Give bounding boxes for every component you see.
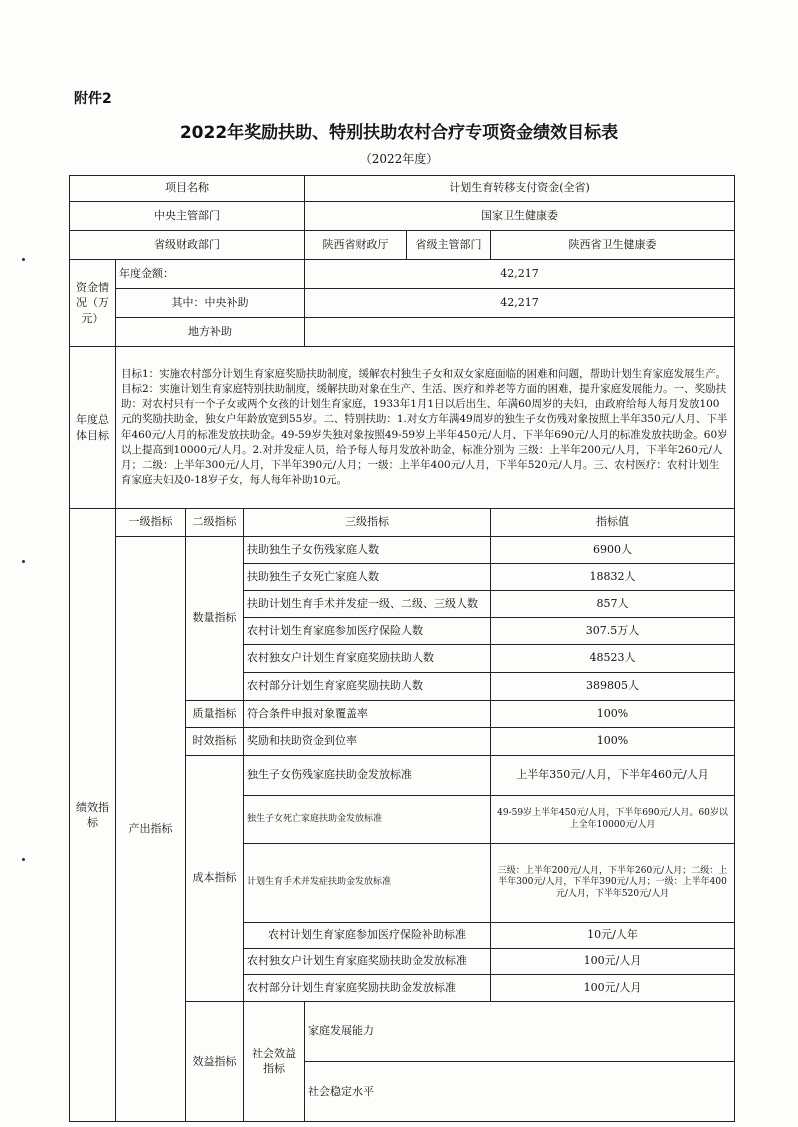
indicator-name: 扶助计划生育手术并发症一级、二级、三级人数 [244, 591, 491, 618]
value-header: 指标值 [491, 509, 735, 537]
indicator-value: 10元/人年 [491, 923, 735, 949]
annual-goal-text: 目标1：实施农村部分计划生育家庭奖励扶助制度，缓解农村独生子女和双女家庭面临的困难和问题，帮助计划生育家庭发展生产。目标2：实施计划生育家庭特别扶助制度，缓解扶助对象在生产、生活、医疗和养老等方面的困难，提升家庭发展能力。一、奖励扶助：对农村只有一个子女或两个女孩的计划生育家庭，1933年1月1日以后出生、年满60周岁的夫妇，由政府给每人每月发放100元的奖励扶助金，独女户年龄放宽到55岁。二、特别扶助：1.对女方年满49周岁的独生子女伤残对象按照上半年350元/人月、下半年460元/人月的标准发放扶助金。49-59岁失独对象按照49-59岁上半年450元/人月、下半年690元/人月的标准发放扶助金。60岁以上提高到10000元/人月。2.对并发症人员，给予每人每月发放补助金，标准分别为 三级：上半年200元/人月，下半年260元/人月；二级：上半年300元/人月，下半年390元/人月；一级：上半年400元/人月，下半年520元/人月。三、农村医疗：农村计划生育家庭夫妇及0-18岁子女，每人每年补助10元。 [116, 347, 735, 509]
timeliness-indicator-label: 时效指标 [186, 728, 244, 756]
scan-dot [22, 560, 25, 563]
quantity-indicator-label: 数量指标 [186, 537, 244, 701]
indicator-value: 18832人 [491, 564, 735, 591]
central-dept-value: 国家卫生健康委 [305, 202, 735, 231]
prov-finance-value: 陕西省财政厅 [305, 231, 407, 260]
indicator-name: 奖励和扶助资金到位率 [244, 728, 491, 756]
indicator-name: 农村独女户计划生育家庭奖励扶助人数 [244, 645, 491, 673]
indicator-value: 49-59岁上半年450元/人月，下半年690元/人月。60岁以上全年10000元/人月 [491, 796, 735, 844]
funds-central-row [70, 289, 735, 318]
annual-goal-row [70, 347, 735, 509]
page-title: 2022年奖励扶助、特别扶助农村合疗专项资金绩效目标表 [179, 123, 619, 143]
benefit-indicator-label: 效益指标 [186, 1002, 244, 1122]
annual-goal-label: 年度总体目标 [70, 347, 116, 509]
indicator-name: 农村独女户计划生育家庭奖励扶助金发放标准 [244, 949, 491, 975]
funds-local-row [70, 318, 735, 347]
indicator-value: 48523人 [491, 645, 735, 673]
indicator-name: 扶助独生子女死亡家庭人数 [244, 564, 491, 591]
indicator-name: 家庭发展能力 [305, 1002, 735, 1062]
indicator-name: 符合条件申报对象覆盖率 [244, 701, 491, 728]
project-row [70, 176, 735, 202]
table-row [70, 537, 735, 564]
performance-table [69, 175, 735, 1122]
indicator-name: 独生子女死亡家庭扶助金发放标准 [244, 796, 491, 844]
attachment-label: 附件2 [74, 91, 112, 107]
indicator-value: 100% [491, 728, 735, 756]
page-subtitle: （2022年度） [359, 152, 439, 166]
funds-annual-row [70, 260, 735, 289]
indicator-name: 计划生育手术并发症扶助金发放标准 [244, 844, 491, 923]
central-subsidy-label: 其中：中央补助 [116, 289, 305, 318]
indicator-value: 389805人 [491, 673, 735, 701]
indicator-name: 农村部分计划生育家庭奖励扶助人数 [244, 673, 491, 701]
performance-label: 绩效指标 [70, 509, 116, 1122]
central-dept-row [70, 202, 735, 231]
social-benefit-label: 社会效益指标 [244, 1002, 305, 1122]
indicator-name: 独生子女伤残家庭扶助金发放标准 [244, 756, 491, 796]
indicator-value: 857人 [491, 591, 735, 618]
local-subsidy-value [305, 318, 735, 347]
output-indicator-label: 产出指标 [116, 537, 186, 1122]
annual-amount-value: 42,217 [305, 260, 735, 289]
indicator-name: 社会稳定水平 [305, 1062, 735, 1122]
local-subsidy-label: 地方补助 [116, 318, 305, 347]
prov-finance-label: 省级财政部门 [70, 231, 305, 260]
scan-dot [22, 858, 25, 861]
indicator-value: 100% [491, 701, 735, 728]
indicator-value: 100元/人月 [491, 949, 735, 975]
level3-header: 三级指标 [244, 509, 491, 537]
indicator-name: 扶助独生子女伤残家庭人数 [244, 537, 491, 564]
scan-dot [22, 258, 25, 261]
project-label: 项目名称 [70, 176, 305, 202]
indicator-value: 100元/人月 [491, 975, 735, 1002]
prov-finance-row [70, 231, 735, 260]
project-value: 计划生育转移支付资金(全省) [305, 176, 735, 202]
level1-header: 一级指标 [116, 509, 186, 537]
indicator-header-row [70, 509, 735, 537]
indicator-value: 307.5万人 [491, 618, 735, 645]
level2-header: 二级指标 [186, 509, 244, 537]
funds-label: 资金情况（万元） [70, 260, 116, 347]
indicator-value: 6900人 [491, 537, 735, 564]
cost-indicator-label: 成本指标 [186, 756, 244, 1002]
central-dept-label: 中央主管部门 [70, 202, 305, 231]
indicator-name: 农村计划生育家庭参加医疗保险补助标准 [244, 923, 491, 949]
prov-dept-value: 陕西省卫生健康委 [491, 231, 735, 260]
indicator-value: 上半年350元/人月，下半年460元/人月 [491, 756, 735, 796]
indicator-name: 农村计划生育家庭参加医疗保险人数 [244, 618, 491, 645]
indicator-name: 农村部分计划生育家庭奖励扶助金发放标准 [244, 975, 491, 1002]
central-subsidy-value: 42,217 [305, 289, 735, 318]
quality-indicator-label: 质量指标 [186, 701, 244, 728]
prov-dept-label: 省级主管部门 [407, 231, 491, 260]
indicator-value: 三级：上半年200元/人月，下半年260元/人月；二级：上半年300元/人月，下半年390元/人月；一级：上半年400元/人月，下半年520元/人月 [491, 844, 735, 923]
annual-amount-label: 年度金额： [116, 260, 305, 289]
